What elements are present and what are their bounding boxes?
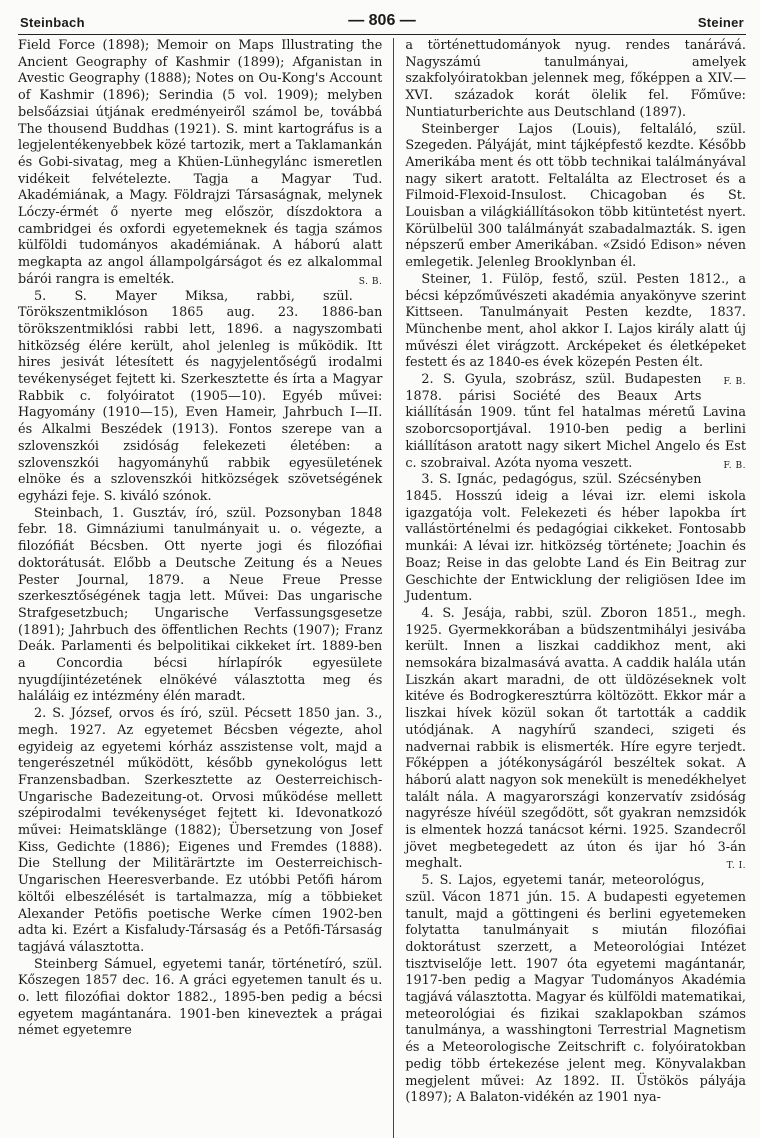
running-header [18,10,746,35]
entry-paragraph: 2. S. Gyula, szobrász, szül. Budapesten 1878. párisi Société des Beaux Arts kiállításán 1909. tűnt fel hatalmas méretű Lavina szoborcsoportjával. 1910-ben pedig a berlini kiállításon aratott nagy sikert Michel Angelo és Est c. szobraival. Azóta nyoma veszett. F. B. [405,372,746,472]
entry-paragraph: 5. S. Mayer Miksa, rabbi, szül. Törökszentmiklóson 1865 aug. 23. 1886-ban törökszentmiklósi rabbi lett, 1896. a nagyszombati hitközség élére került, ahol jelenleg is működik. Itt hires jesivát létesített és nagyjelentőségű irodalmi tevékenységet fejtett ki. Szerkesztette és írta a Magyar Rabbik c. folyóiratot (1905—10). Egyéb művei: Hagyomány (1910—15), Even Hameir, Jahrbuch I—II. és Alkalmi Beszédek (1913). Fontos szerepe van a szlovenszkói zsidóság felekezeti életében: a szlovenszkói hagyományhű rabbik egyesületének elnöke és a szlovenszkói hitközségek szövetségének egyházi feje. S. kiváló szónok. [18,288,383,504]
header-left-keyword: Steinbach [20,15,85,30]
page-number: — 806 — [348,12,416,29]
author-signature: S. B. [358,276,383,287]
entry-paragraph: 5. S. Lajos, egyetemi tanár, meteorológus, szül. Vácon 1871 jún. 15. A budapesti egyetemen tanult, majd a göttingeni és berlini egyetemeken folytatta tanulmányait s miután filozófiai doktorátust szerzett, a Meteorológiai Intézet tisztviselője lett. 1907 óta egyetemi magántanár, 1917-ben pedig a Magyar Tudományos Akadémia tagjává választotta. Magyar és külföldi matematikai, meteorológiai és fizikai szaklapokban számos tanulmánya, a wasshingtoni Terrestrial Magnetism és a Meteorologische Zeitschrift c. folyóiratokban pedig több értekezése jelent meg. Könyvalakban megjelent művei: Az 1892. II. Üstökös pályája (1897); A Balaton-vidékén az 1901 nya- [405,873,746,1106]
entry-paragraph: 4. S. Jesája, rabbi, szül. Zboron 1851., megh. 1925. Gyermekkorában a büdszentmihályi jesivába került. Innen a liszkai caddikhoz ment, aki nemsokára bizalmasává avatta. A caddik halála után Liszkán akart maradni, de ott üldözéseknek volt kitéve és Bodrogkeresztúrra költözött. Ekkor már a liszkai hívek közül sokan őt tartották a caddik utódjának. A nagyhírű szandeci, szigeti és nadvernai rabbik is elismerték. Híre egyre terjedt. Főképpen a jótékonyságáról beszéltek sokat. A háború alatt nagyon sok menekült is menedékhelyet talált nála. A magyarországi konzervatív zsidóság nagyrésze hívéül szegődött, sőt gyakran nemzsidók is elmentek hozzá tanácsot kérni. 1925. Szandecről jövet megbetegedett az úton és ijar hó 3-án meghalt. T. I. [405,606,746,873]
two-column-body [18,38,746,1138]
entry-paragraph: Steinbach, 1. Gusztáv, író, szül. Pozsonyban 1848 febr. 18. Gimnáziumi tanulmányait u. o. végezte, a filozófiát Bécsben. Ott nyerte jogi és filozófiai doktorátusát. Előbb a Deutsche Zeitung és a Neues Pester Journal, 1879. a Neue Freue Presse szerkesztőségének tagja lett. Művei: Das ungarische Strafgesetzbuch; Ungarische Verfassungsgesetze (1891); Jahrbuch des öffentlichen Rechts (1907); Franz Deák. Parlamenti és belpolitikai cikkeket írt. 1889-ben a Concordia bécsi hírlapírók egyesülete nyugdíjintézetének elnökévé választotta meg és haláláig ez intézmény élén maradt. [18,505,383,705]
right-column [394,38,746,1138]
entry-paragraph: a történettudományok nyug. rendes tanárává. Nagyszámú tanulmányai, amelyek szakfolyóiratokban jelennek meg, főképpen a XIV.—XVI. századok korát ölelik fel. Főműve: Nuntiaturberichte aus Deutschland (1897). [405,38,746,120]
author-signature: F. B. [723,460,746,471]
entry-paragraph: Field Force (1898); Memoir on Maps Illustrating the Ancient Geography of Kashmir (1899); Afganistan in Avestic Geography (1888); Notes on Ou-Kong's Account of Kashmir (1896); Serindia (5 vol. 1909); melyben belsőázsiai útjának eredményeiről számol be, továbbá The thousend Buddhas (1921). S. mint kartográfus is a legjelentékenyebbek közé tartozik, mert a Taklamankán és Gobi-sivatag, meg a Khüen-Lünhegylánc ismeretlen vidékeit felvételezte. Tagja a Magyar Tud. Akadémiának, a Magy. Földrajzi Társaságnak, melynek Lóczy-érmét ő nyerte meg először, díszdoktora a cambridgei és oxfordi egyetemeknek és tagja számos külföldi tudományos akadémiának. A háború alatt megkapta az angol állampolgárságot és ez alkalommal bárói rangra is emelték. S. B. [18,38,382,289]
left-column [18,38,394,1138]
header-right-keyword: Steiner [697,15,744,30]
author-signature: F. B. [723,377,746,388]
author-signature: T. I. [726,861,746,872]
entry-paragraph: Steinberger Lajos (Louis), feltaláló, szül. Szegeden. Pályáját, mint tájképfestő kezdte. Később Amerikába ment és ott több technikai találmányával nagy sikert aratott. Feltalálta az Electroset és a Filmoid-Flexoid-Insulost. Chicagoban és St. Louisban a világkiállításokon több kitüntetést nyert. Körülbelül 300 találmányát szabadalmazták. S. igen népszerű ember Amerikában. «Zsidó Edison» néven emlegetik. Jelenleg Brooklynban él. [405,121,746,271]
entry-paragraph: Steinberg Sámuel, egyetemi tanár, történetíró, szül. Kőszegen 1857 dec. 16. A gráci egyetemen tanult és u. o. lett filozófiai doktor 1882., 1895-ben pedig a bécsi egyetem magántanára. 1901-ben kineveztek a prágai német egyetemre [18,956,383,1039]
entry-paragraph: 2. S. József, orvos és író, szül. Pécsett 1850 jan. 3., megh. 1927. Az egyetemet Bécsben végezte, ahol egyideig az egyetemi kórház asszistense volt, majd a tengerészetnél működött, később gynekológus lett Franzensbadban. Szerkesztette az Oesterreichisch-Ungarische Badezeitung-ot. Orvosi működése mellett szépirodalmi tevékenységet fejtett ki. Idevonatkozó művei: Heimatsklänge (1882); Übersetzung von Josef Kiss, Gedichte (1886); Eigenes und Fremdes (1888). Die Stellung der Militärärtzte im Oesterreichisch-Ungarischen Heeresverbande. Ez utóbbi Petőfi három költői elbeszélését is tartalmazza, míg a többieket Alexander Petöfis poetische Werke címen 1902-ben adta ki. Ezért a Kisfaludy-Társaság és a Petőfi-Társaság tagjává választotta. [18,706,383,955]
entry-paragraph: Steiner, 1. Fülöp, festő, szül. Pesten 1812., a bécsi képzőművészeti akadémia anyakönyve szerint Kittseen. Tanulmányait Pesten kezdte, 1837. Münchenbe ment, ahol akkor I. Lajos király alatt új művészi élet virágzott. Arcképeket és életképeket festett és az 1840-es évek közepén Pesten élt. F. B. [405,272,746,372]
entry-paragraph: 3. S. Ignác, pedagógus, szül. Szécsényben 1845. Hosszú ideig a lévai izr. elemi iskola igazgatója volt. Felekezeti és héber lapokba írt vallástörténelmi és pedagógiai cikkeket. Fontosabb munkái: A lévai izr. hitközség története; Joachin és Boaz; Reise in das gelobte Land és Ein Beitrag zur Geschichte der Entwicklung der religiösen Idee im Judentum. [405,472,746,605]
